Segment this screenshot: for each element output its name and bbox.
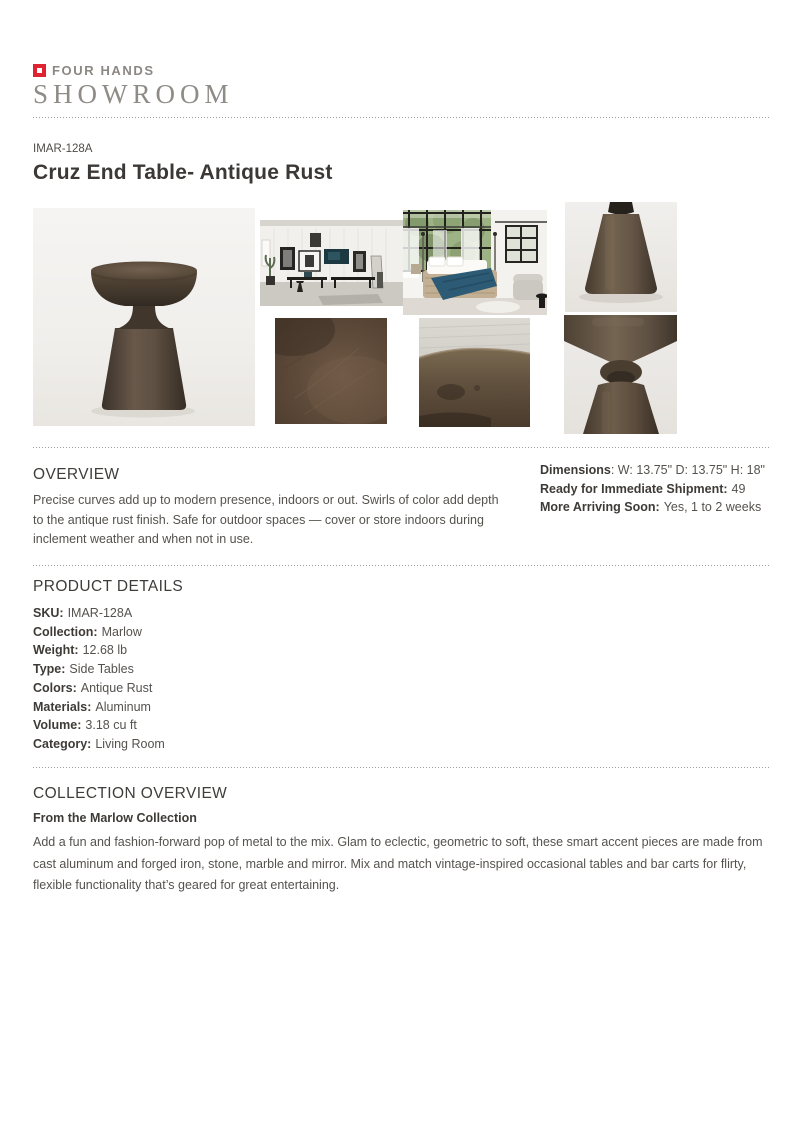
thumbnail-bedroom-scene[interactable] — [403, 210, 547, 315]
overview-body: Precise curves add up to modern presence, indoors or out. Swirls of color add depth to the antique rust finish. Safe for outdoor spaces — cover or store indoors during inclement weather and when not in use. — [33, 493, 499, 546]
detail-row-materials — [33, 698, 433, 717]
product-details-section — [33, 578, 433, 754]
bedroom-image — [403, 210, 547, 315]
detail-row-colors — [33, 679, 433, 698]
divider-details — [33, 565, 770, 566]
collection-body: Add a fun and fashion-forward pop of metal to the mix. Glam to eclectic, geometric to soft, these smart accent pieces are made from cast aluminum and forged iron, stone, marble and mirror. Mix and match vintage-inspired occasional tables and bar carts for flirty, flexible functionality that’s geared for great entertaining. — [33, 835, 763, 892]
detail-value: Aluminum — [95, 699, 151, 714]
detail-row-type — [33, 660, 433, 679]
thumbnail-finish-texture-swatch[interactable] — [275, 318, 387, 424]
page-title: Cruz End Table- Antique Rust — [33, 161, 333, 184]
arriving-soon-label: More Arriving Soon: — [540, 500, 660, 514]
divider-collection — [33, 767, 770, 768]
product-sku: IMAR-128A — [33, 143, 93, 155]
detail-label: Volume: — [33, 718, 82, 733]
detail-value: Side Tables — [69, 662, 134, 677]
detail-value: 3.18 cu ft — [85, 718, 137, 733]
showroom-wordmark: SHOWROOM — [33, 79, 234, 109]
arriving-soon-value: Yes, 1 to 2 weeks — [663, 500, 762, 514]
detail-row-sku — [33, 604, 433, 623]
detail-value: 12.68 lb — [82, 643, 128, 658]
dimensions-value: : W: 13.75" D: 13.75" H: 18" — [610, 463, 765, 477]
divider-overview — [33, 447, 770, 448]
dimensions-line — [540, 464, 775, 478]
detail-label: Materials: — [33, 699, 92, 714]
detail-label: Type: — [33, 662, 66, 677]
detail-label: Collection: — [33, 624, 98, 639]
detail-value: IMAR-128A — [67, 606, 133, 620]
detail-label: Colors: — [33, 680, 77, 695]
detail-value: Living Room — [95, 736, 165, 751]
four-hands-logo[interactable] — [33, 63, 234, 108]
collection-overview-section — [33, 785, 771, 897]
collection-overview-heading: COLLECTION OVERVIEW — [33, 785, 228, 802]
brand-name: FOUR HANDS — [52, 63, 155, 78]
collection-subheading: From the Marlow Collection — [33, 811, 197, 825]
thumbnail-base-hourglass-closeup[interactable] — [564, 315, 677, 434]
detail-value: Marlow — [101, 624, 142, 639]
detail-row-category — [33, 735, 433, 754]
detail-row-collection — [33, 623, 433, 642]
arriving-soon-line — [540, 501, 775, 515]
overview-section — [33, 466, 511, 550]
detail-label: Weight: — [33, 643, 79, 658]
detail-value: Antique Rust — [80, 680, 153, 695]
thumbnail-living-room-scene[interactable] — [260, 220, 403, 306]
overview-heading: OVERVIEW — [33, 466, 120, 483]
thumbnail-table-edge-closeup[interactable] — [419, 318, 530, 427]
thumbnail-main-product-photo[interactable] — [33, 208, 255, 426]
table-edge-image — [419, 318, 530, 427]
thumbnail-pedestal-top-closeup[interactable] — [565, 202, 677, 312]
main-product-image — [33, 208, 255, 426]
detail-row-weight — [33, 641, 433, 660]
dimensions-label: Dimensions — [540, 463, 611, 477]
product-details-heading: PRODUCT DETAILS — [33, 578, 184, 595]
ready-shipment-label: Ready for Immediate Shipment: — [540, 481, 728, 496]
detail-label: Category: — [33, 736, 92, 751]
detail-label: SKU: — [33, 606, 64, 620]
four-hands-logo-icon — [33, 64, 46, 77]
ready-shipment-value: 49 — [731, 481, 746, 496]
living-room-image — [260, 220, 403, 306]
base-hourglass-image — [564, 315, 677, 434]
pedestal-top-image — [565, 202, 677, 312]
finish-texture-image — [275, 318, 387, 424]
availability-panel — [540, 464, 775, 520]
divider-header — [33, 117, 770, 118]
detail-row-volume — [33, 716, 433, 735]
ready-shipment-line — [540, 483, 775, 497]
product-image-gallery — [33, 202, 770, 437]
